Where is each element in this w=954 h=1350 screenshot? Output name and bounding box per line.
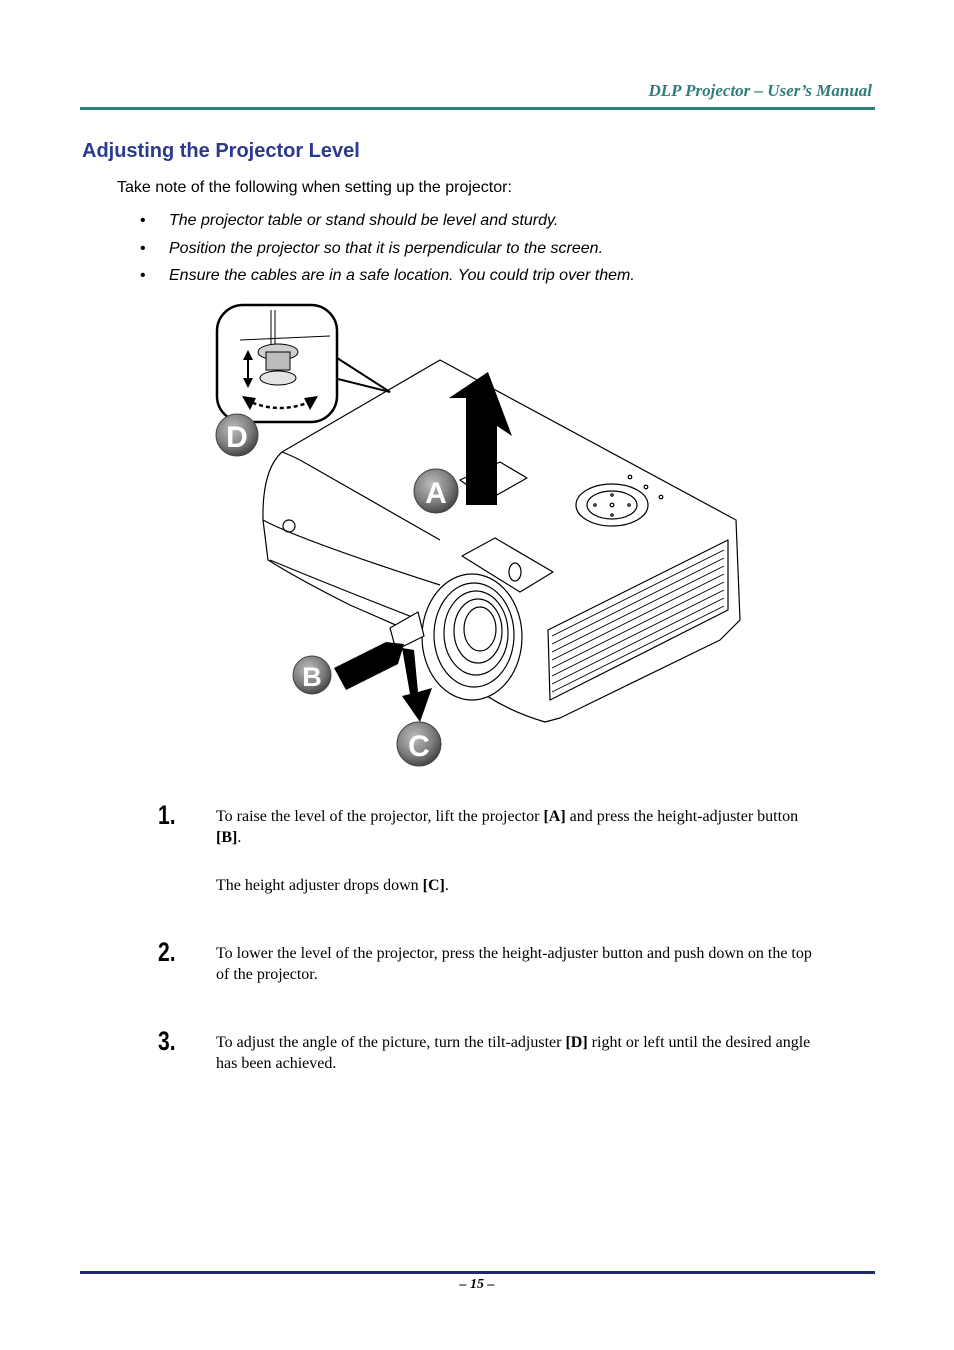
step-text: To raise the level of the projector, lift the projector [A] and press the height-adjuster button [B]. <box>216 808 799 846</box>
manual-title: DLP Projector – User’s Manual <box>648 81 872 100</box>
list-item: • Ensure the cables are in a safe location. You could trip over them. <box>140 265 635 293</box>
bullet-icon: • <box>140 239 146 257</box>
press-arrow <box>334 642 404 690</box>
badge-b-label: B <box>302 662 322 692</box>
badge-a-label: A <box>425 477 447 510</box>
page-number: – 15 – <box>459 1277 495 1292</box>
list-item: • Position the projector so that it is perpendicular to the screen. <box>140 238 635 266</box>
badge-d-marker <box>216 414 258 456</box>
intro-paragraph: Take note of the following when setting up the projector: <box>117 179 512 196</box>
header-divider <box>80 107 875 110</box>
bullet-icon: • <box>140 267 146 284</box>
step-number: 1. <box>158 800 176 830</box>
lens-outer <box>422 574 522 700</box>
step-note: The height adjuster drops down [C]. <box>216 877 449 894</box>
badge-d-label: D <box>226 421 248 454</box>
step-text: To lower the level of the projector, press the height-adjuster button and push down on the top of the projector. <box>216 945 812 983</box>
step-number: 3. <box>158 1026 176 1056</box>
list-item: • The projector table or stand should be level and sturdy. <box>140 210 635 238</box>
badge-c-marker <box>397 722 441 766</box>
badge-b-marker <box>293 656 331 694</box>
projector-illustration <box>210 298 750 773</box>
bullet-icon: • <box>140 212 146 229</box>
setup-notes-list <box>140 210 635 293</box>
section-heading: Adjusting the Projector Level <box>82 140 360 162</box>
footer-divider <box>80 1271 875 1274</box>
badge-a-marker <box>414 469 458 513</box>
step-text: To adjust the angle of the picture, turn the tilt-adjuster [D] right or left until the desired angle has been achieved. <box>216 1034 811 1072</box>
badge-c-label: C <box>408 730 430 763</box>
step-number: 2. <box>158 937 176 967</box>
